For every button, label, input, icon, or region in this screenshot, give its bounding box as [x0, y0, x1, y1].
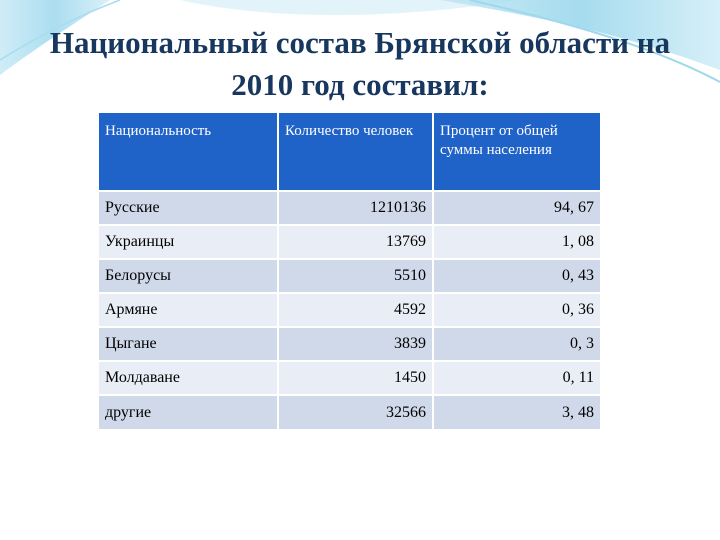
- cell-nationality: Белорусы: [99, 259, 278, 293]
- table-row: [99, 259, 600, 293]
- cell-nationality: Молдаване: [99, 361, 278, 395]
- cell-count: 3839: [278, 327, 433, 361]
- table-row: [99, 361, 600, 395]
- table-row: [99, 327, 600, 361]
- header-count: Количество человек: [278, 113, 433, 191]
- cell-nationality: Цыгане: [99, 327, 278, 361]
- cell-percent: 94, 67: [433, 191, 600, 225]
- cell-nationality: Армяне: [99, 293, 278, 327]
- cell-count: 4592: [278, 293, 433, 327]
- cell-count: 13769: [278, 225, 433, 259]
- cell-percent: 0, 3: [433, 327, 600, 361]
- cell-percent: 3, 48: [433, 395, 600, 429]
- cell-count: 32566: [278, 395, 433, 429]
- cell-nationality: Русские: [99, 191, 278, 225]
- cell-percent: 0, 43: [433, 259, 600, 293]
- cell-percent: 0, 36: [433, 293, 600, 327]
- slide-title-line-1: Национальный состав Брянской области на: [49, 25, 671, 60]
- cell-count: 5510: [278, 259, 433, 293]
- header-nationality: Национальность: [99, 113, 278, 191]
- nationality-table: [99, 113, 600, 429]
- cell-nationality: Украинцы: [99, 225, 278, 259]
- cell-percent: 0, 11: [433, 361, 600, 395]
- cell-count: 1450: [278, 361, 433, 395]
- table-row: [99, 225, 600, 259]
- cell-percent: 1, 08: [433, 225, 600, 259]
- table-row: [99, 395, 600, 429]
- cell-nationality: другие: [99, 395, 278, 429]
- cell-count: 1210136: [278, 191, 433, 225]
- table-row: [99, 191, 600, 225]
- header-percent: Процент от общей суммы населения: [433, 113, 600, 191]
- slide-title-line-2: 2010 год составил:: [231, 67, 489, 102]
- slide-title: [20, 22, 700, 106]
- table-row: [99, 293, 600, 327]
- table-header-row: [99, 113, 600, 191]
